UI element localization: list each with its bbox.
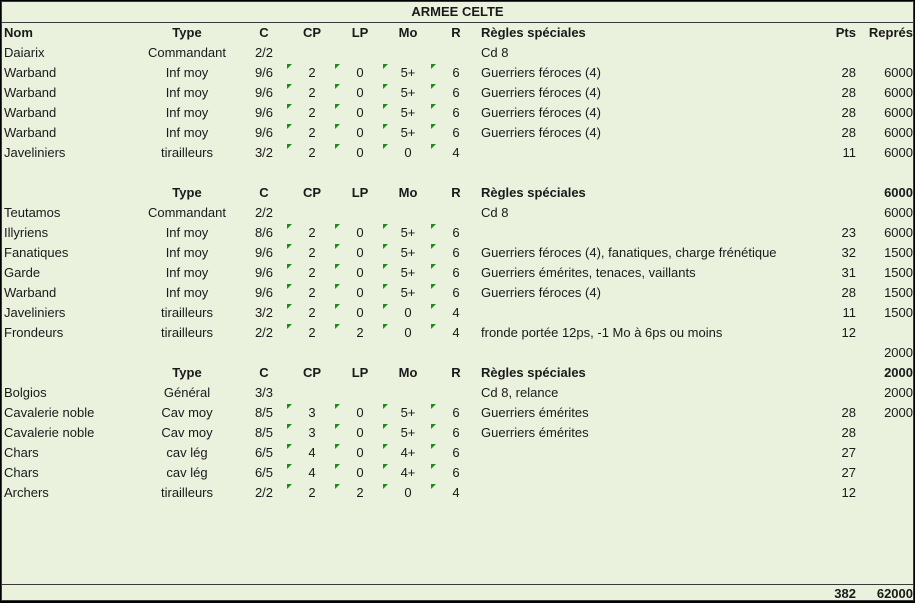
cell-repres[interactable]: 6000 xyxy=(884,105,913,120)
cell-type[interactable]: Inf moy xyxy=(165,225,209,240)
cell-comment-marker-icon xyxy=(335,264,340,269)
cell-type[interactable]: Cav moy xyxy=(161,405,213,420)
header-row xyxy=(2,183,913,203)
cell-nom[interactable]: Cavalerie noble xyxy=(4,425,95,440)
cell-repres[interactable]: 6000 xyxy=(884,125,913,140)
cell-nom[interactable]: Chars xyxy=(4,445,39,460)
cell-lp[interactable]: 0 xyxy=(356,285,364,300)
cell-nom[interactable]: Warband xyxy=(4,105,57,120)
cell-comment-marker-icon xyxy=(287,424,292,429)
cell-repres[interactable]: 6000 xyxy=(884,225,913,240)
cell-r[interactable]: 6 xyxy=(452,465,460,480)
cell-mo[interactable]: 5+ xyxy=(400,285,416,300)
cell-comment-marker-icon xyxy=(431,304,436,309)
cell-comment-marker-icon xyxy=(335,464,340,469)
header-c[interactable]: C xyxy=(259,185,269,200)
cell-c[interactable]: 9/6 xyxy=(254,105,274,120)
cell-r[interactable]: 6 xyxy=(452,85,460,100)
cell-regles[interactable]: Cd 8, relance xyxy=(481,385,559,400)
cell-comment-marker-icon xyxy=(287,304,292,309)
table-row xyxy=(2,403,913,423)
cell-lp[interactable]: 0 xyxy=(356,85,364,100)
cell-repres[interactable]: 1500 xyxy=(884,265,913,280)
cell-comment-marker-icon xyxy=(431,484,436,489)
cell-repres[interactable]: 2000 xyxy=(884,405,913,420)
cell-comment-marker-icon xyxy=(383,64,388,69)
cell-cp[interactable]: 4 xyxy=(308,465,316,480)
cell-c[interactable]: 9/6 xyxy=(254,265,274,280)
cell-comment-marker-icon xyxy=(287,444,292,449)
cell-r[interactable]: 6 xyxy=(452,105,460,120)
table-row xyxy=(2,103,913,123)
cell-lp[interactable]: 0 xyxy=(356,425,364,440)
cell-nom[interactable]: Bolgios xyxy=(4,385,47,400)
cell-cp[interactable]: 2 xyxy=(308,245,316,260)
cell-nom[interactable]: Cavalerie noble xyxy=(4,405,95,420)
header-cp[interactable]: CP xyxy=(302,185,322,200)
cell-comment-marker-icon xyxy=(287,124,292,129)
cell-pts[interactable]: 28 xyxy=(841,85,856,100)
header-regles[interactable]: Règles spéciales xyxy=(481,185,586,200)
total-pts[interactable]: 382 xyxy=(834,586,856,601)
cell-cp[interactable]: 2 xyxy=(308,85,316,100)
cell-lp[interactable]: 0 xyxy=(356,105,364,120)
cell-nom[interactable]: Warband xyxy=(4,125,57,140)
cell-cp[interactable]: 2 xyxy=(308,225,316,240)
cell-cp[interactable]: 2 xyxy=(308,325,316,340)
cell-type[interactable]: Inf moy xyxy=(165,285,209,300)
cell-cp[interactable]: 2 xyxy=(308,285,316,300)
header-row xyxy=(2,363,913,383)
totals-row xyxy=(2,584,913,601)
cell-r[interactable]: 4 xyxy=(452,485,460,500)
cell-cp[interactable]: 2 xyxy=(308,305,316,320)
cell-nom[interactable]: Javeliniers xyxy=(4,305,66,320)
cell-pts[interactable]: 31 xyxy=(841,265,856,280)
cell-type[interactable]: cav lég xyxy=(166,465,208,480)
cell-repres[interactable]: 6000 xyxy=(884,205,913,220)
cell-c[interactable]: 2/2 xyxy=(254,205,274,220)
cell-comment-marker-icon xyxy=(287,244,292,249)
cell-repres[interactable]: 6000 xyxy=(884,85,913,100)
cell-regles[interactable]: Guerriers féroces (4) xyxy=(481,285,601,300)
cell-r[interactable]: 6 xyxy=(452,405,460,420)
cell-comment-marker-icon xyxy=(383,404,388,409)
cell-regles[interactable]: Guerriers féroces (4) xyxy=(481,105,601,120)
blank-row xyxy=(2,163,913,183)
table-row xyxy=(2,463,913,483)
cell-comment-marker-icon xyxy=(335,244,340,249)
header-type[interactable]: Type xyxy=(172,365,202,380)
cell-nom[interactable]: Teutamos xyxy=(4,205,61,220)
cell-c[interactable]: 6/5 xyxy=(254,465,274,480)
cell-comment-marker-icon xyxy=(431,284,436,289)
cell-comment-marker-icon xyxy=(383,124,388,129)
header-repres[interactable]: 2000 xyxy=(884,365,913,380)
cell-nom[interactable]: Warband xyxy=(4,85,57,100)
cell-mo[interactable]: 5+ xyxy=(400,125,416,140)
cell-type[interactable]: cav lég xyxy=(166,445,208,460)
cell-comment-marker-icon xyxy=(383,464,388,469)
header-mo[interactable]: Mo xyxy=(398,185,418,200)
cell-comment-marker-icon xyxy=(431,64,436,69)
cell-cp[interactable]: 2 xyxy=(308,65,316,80)
cell-lp[interactable]: 0 xyxy=(356,145,364,160)
table-row xyxy=(2,303,913,323)
header-c[interactable]: C xyxy=(259,365,269,380)
cell-repres[interactable]: 1500 xyxy=(884,245,913,260)
cell-comment-marker-icon xyxy=(431,424,436,429)
cell-comment-marker-icon xyxy=(287,464,292,469)
header-row xyxy=(2,23,913,43)
cell-comment-marker-icon xyxy=(287,484,292,489)
table-row xyxy=(2,243,913,263)
cell-type[interactable]: Commandant xyxy=(147,205,227,220)
cell-comment-marker-icon xyxy=(287,324,292,329)
cell-comment-marker-icon xyxy=(287,404,292,409)
cell-comment-marker-icon xyxy=(431,464,436,469)
header-r[interactable]: R xyxy=(451,365,461,380)
cell-c[interactable]: 3/3 xyxy=(254,385,274,400)
cell-comment-marker-icon xyxy=(383,104,388,109)
table-row xyxy=(2,63,913,83)
cell-pts[interactable]: 23 xyxy=(841,225,856,240)
cell-lp[interactable]: 0 xyxy=(356,225,364,240)
cell-nom[interactable]: Javeliniers xyxy=(4,145,66,160)
cell-regles[interactable]: Guerriers émérites xyxy=(481,405,589,420)
cell-pts[interactable]: 12 xyxy=(841,485,856,500)
cell-comment-marker-icon xyxy=(431,224,436,229)
title-row xyxy=(2,2,913,23)
cell-mo[interactable]: 5+ xyxy=(400,85,416,100)
header-cp[interactable]: CP xyxy=(302,25,322,40)
table-row xyxy=(2,83,913,103)
cell-mo[interactable]: 0 xyxy=(404,305,412,320)
cell-comment-marker-icon xyxy=(287,104,292,109)
cell-comment-marker-icon xyxy=(287,84,292,89)
cell-pts[interactable]: 28 xyxy=(841,105,856,120)
cell-comment-marker-icon xyxy=(383,244,388,249)
cell-comment-marker-icon xyxy=(431,84,436,89)
cell-comment-marker-icon xyxy=(287,224,292,229)
table-row xyxy=(2,483,913,503)
cell-regles[interactable]: Guerriers féroces (4) xyxy=(481,85,601,100)
cell-lp[interactable]: 0 xyxy=(356,305,364,320)
cell-regles[interactable]: Guerriers féroces (4) xyxy=(481,125,601,140)
cell-r[interactable]: 6 xyxy=(452,425,460,440)
cell-mo[interactable]: 5+ xyxy=(400,245,416,260)
cell-lp[interactable]: 0 xyxy=(356,245,364,260)
cell-lp[interactable]: 2 xyxy=(356,325,364,340)
cell-nom[interactable]: Warband xyxy=(4,65,57,80)
cell-comment-marker-icon xyxy=(335,424,340,429)
header-pts[interactable]: Pts xyxy=(835,25,856,40)
cell-c[interactable]: 3/2 xyxy=(254,145,274,160)
cell-comment-marker-icon xyxy=(335,64,340,69)
cell-comment-marker-icon xyxy=(335,324,340,329)
table-row xyxy=(2,383,913,403)
cell-c[interactable]: 8/5 xyxy=(254,405,274,420)
cell-lp[interactable]: 0 xyxy=(356,265,364,280)
cell-type[interactable]: Général xyxy=(163,385,211,400)
cell-lp[interactable]: 0 xyxy=(356,445,364,460)
cell-comment-marker-icon xyxy=(335,144,340,149)
cell-mo[interactable]: 5+ xyxy=(400,265,416,280)
cell-type[interactable]: Inf moy xyxy=(165,65,209,80)
table-row xyxy=(2,143,913,163)
cell-cp[interactable]: 2 xyxy=(308,265,316,280)
cell-repres[interactable]: 6000 xyxy=(884,65,913,80)
table-row xyxy=(2,323,913,343)
cell-comment-marker-icon xyxy=(431,244,436,249)
cell-comment-marker-icon xyxy=(383,304,388,309)
cell-comment-marker-icon xyxy=(383,324,388,329)
cell-mo[interactable]: 4+ xyxy=(400,445,416,460)
cell-nom[interactable]: Garde xyxy=(4,265,41,280)
header-lp[interactable]: LP xyxy=(351,365,369,380)
table-row xyxy=(2,423,913,443)
cell-type[interactable]: Inf moy xyxy=(165,105,209,120)
cell-c[interactable]: 2/2 xyxy=(254,485,274,500)
cell-mo[interactable]: 5+ xyxy=(400,65,416,80)
cell-type[interactable]: tirailleurs xyxy=(160,325,213,340)
header-mo[interactable]: Mo xyxy=(398,365,418,380)
header-repres[interactable]: Représ xyxy=(868,25,913,40)
cell-pts[interactable]: 11 xyxy=(842,145,856,160)
header-cp[interactable]: CP xyxy=(302,365,322,380)
cell-mo[interactable]: 0 xyxy=(404,325,412,340)
cell-type[interactable]: Inf moy xyxy=(165,245,209,260)
cell-lp[interactable]: 0 xyxy=(356,125,364,140)
cell-comment-marker-icon xyxy=(431,104,436,109)
cell-c[interactable]: 9/6 xyxy=(254,125,274,140)
header-type[interactable]: Type xyxy=(172,185,202,200)
cell-mo[interactable]: 5+ xyxy=(400,105,416,120)
cell-nom[interactable]: Fanatiques xyxy=(4,245,69,260)
cell-c[interactable]: 2/2 xyxy=(254,325,274,340)
cell-mo[interactable]: 5+ xyxy=(400,405,416,420)
cell-r[interactable]: 4 xyxy=(452,325,460,340)
cell-c[interactable]: 8/5 xyxy=(254,425,274,440)
cell-type[interactable]: Cav moy xyxy=(161,425,213,440)
cell-comment-marker-icon xyxy=(335,404,340,409)
table-row xyxy=(2,343,913,363)
header-r[interactable]: R xyxy=(451,25,461,40)
cell-regles[interactable]: Cd 8 xyxy=(481,45,509,60)
cell-repres[interactable]: 1500 xyxy=(884,305,913,320)
cell-pts[interactable]: 28 xyxy=(841,425,856,440)
cell-comment-marker-icon xyxy=(335,484,340,489)
cell-cp[interactable]: 4 xyxy=(308,445,316,460)
cell-c[interactable]: 2/2 xyxy=(254,45,274,60)
cell-pts[interactable]: 28 xyxy=(841,285,856,300)
header-repres[interactable]: 6000 xyxy=(884,185,913,200)
cell-comment-marker-icon xyxy=(335,124,340,129)
cell-pts[interactable]: 27 xyxy=(841,465,856,480)
cell-comment-marker-icon xyxy=(383,424,388,429)
header-lp[interactable]: LP xyxy=(351,25,369,40)
cell-mo[interactable]: 0 xyxy=(404,485,412,500)
cell-lp[interactable]: 0 xyxy=(356,465,364,480)
cell-pts[interactable]: 12 xyxy=(841,325,856,340)
cell-comment-marker-icon xyxy=(383,444,388,449)
cell-pts[interactable]: 11 xyxy=(842,305,856,320)
cell-comment-marker-icon xyxy=(335,444,340,449)
cell-pts[interactable]: 28 xyxy=(841,405,856,420)
cell-type[interactable]: Inf moy xyxy=(165,265,209,280)
table-row xyxy=(2,263,913,283)
header-lp[interactable]: LP xyxy=(351,185,369,200)
cell-r[interactable]: 4 xyxy=(452,145,460,160)
cell-repres[interactable]: 6000 xyxy=(884,145,913,160)
cell-c[interactable]: 9/6 xyxy=(254,285,274,300)
cell-comment-marker-icon xyxy=(287,284,292,289)
cell-c[interactable]: 9/6 xyxy=(254,65,274,80)
total-repres[interactable]: 62000 xyxy=(876,586,913,601)
cell-type[interactable]: tirailleurs xyxy=(160,485,213,500)
cell-lp[interactable]: 0 xyxy=(356,405,364,420)
cell-mo[interactable]: 0 xyxy=(404,145,412,160)
cell-regles[interactable]: Cd 8 xyxy=(481,205,509,220)
cell-regles[interactable]: Guerriers émérites xyxy=(481,425,589,440)
cell-lp[interactable]: 0 xyxy=(356,65,364,80)
cell-type[interactable]: tirailleurs xyxy=(160,305,213,320)
cell-mo[interactable]: 5+ xyxy=(400,225,416,240)
cell-comment-marker-icon xyxy=(431,144,436,149)
cell-comment-marker-icon xyxy=(431,444,436,449)
cell-comment-marker-icon xyxy=(383,144,388,149)
cell-comment-marker-icon xyxy=(335,304,340,309)
cell-nom[interactable]: Archers xyxy=(4,485,49,500)
cell-comment-marker-icon xyxy=(383,484,388,489)
header-mo[interactable]: Mo xyxy=(398,25,418,40)
cell-c[interactable]: 9/6 xyxy=(254,245,274,260)
cell-r[interactable]: 6 xyxy=(452,285,460,300)
cell-r[interactable]: 6 xyxy=(452,265,460,280)
cell-comment-marker-icon xyxy=(287,144,292,149)
cell-r[interactable]: 6 xyxy=(452,245,460,260)
cell-c[interactable]: 3/2 xyxy=(254,305,274,320)
header-r[interactable]: R xyxy=(451,185,461,200)
header-regles[interactable]: Règles spéciales xyxy=(481,365,586,380)
cell-comment-marker-icon xyxy=(287,264,292,269)
table-row xyxy=(2,283,913,303)
cell-c[interactable]: 8/6 xyxy=(254,225,274,240)
table-row xyxy=(2,203,913,223)
cell-comment-marker-icon xyxy=(431,324,436,329)
cell-type[interactable]: tirailleurs xyxy=(160,145,213,160)
header-c[interactable]: C xyxy=(259,25,269,40)
table-row xyxy=(2,123,913,143)
header-regles[interactable]: Règles spéciales xyxy=(481,25,586,40)
cell-pts[interactable]: 28 xyxy=(841,125,856,140)
cell-cp[interactable]: 3 xyxy=(308,405,316,420)
cell-comment-marker-icon xyxy=(431,264,436,269)
cell-nom[interactable]: Frondeurs xyxy=(4,325,64,340)
cell-r[interactable]: 6 xyxy=(452,445,460,460)
cell-nom[interactable]: Chars xyxy=(4,465,39,480)
cell-regles[interactable]: fronde portée 12ps, -1 Mo à 6ps ou moins xyxy=(481,325,723,340)
cell-c[interactable]: 9/6 xyxy=(254,85,274,100)
cell-pts[interactable]: 28 xyxy=(841,65,856,80)
cell-nom[interactable]: Warband xyxy=(4,285,57,300)
cell-nom[interactable]: Illyriens xyxy=(4,225,49,240)
cell-comment-marker-icon xyxy=(383,284,388,289)
cell-repres[interactable]: 1500 xyxy=(884,285,913,300)
cell-comment-marker-icon xyxy=(383,84,388,89)
cell-type[interactable]: Inf moy xyxy=(165,125,209,140)
cell-c[interactable]: 6/5 xyxy=(254,445,274,460)
cell-cp[interactable]: 2 xyxy=(308,105,316,120)
cell-regles[interactable]: Guerriers émérites, tenaces, vaillants xyxy=(481,265,696,280)
cell-type[interactable]: Commandant xyxy=(147,45,227,60)
cell-r[interactable]: 6 xyxy=(452,125,460,140)
cell-lp[interactable]: 2 xyxy=(356,485,364,500)
cell-comment-marker-icon xyxy=(383,224,388,229)
cell-nom[interactable]: Daiarix xyxy=(4,45,45,60)
cell-pts[interactable]: 32 xyxy=(841,245,856,260)
table-row xyxy=(2,43,913,63)
header-type[interactable]: Type xyxy=(172,25,202,40)
sheet-title[interactable]: ARMEE CELTE xyxy=(411,4,504,19)
table-row xyxy=(2,223,913,243)
cell-comment-marker-icon xyxy=(431,404,436,409)
cell-cp[interactable]: 2 xyxy=(308,125,316,140)
cell-comment-marker-icon xyxy=(335,84,340,89)
header-nom[interactable]: Nom xyxy=(4,25,33,40)
cell-pts[interactable]: 27 xyxy=(841,445,856,460)
cell-regles[interactable]: Guerriers féroces (4) xyxy=(481,65,601,80)
cell-comment-marker-icon xyxy=(383,264,388,269)
cell-comment-marker-icon xyxy=(431,124,436,129)
cell-r[interactable]: 4 xyxy=(452,305,460,320)
cell-repres[interactable]: 2000 xyxy=(884,345,913,360)
cell-comment-marker-icon xyxy=(335,284,340,289)
cell-cp[interactable]: 2 xyxy=(308,485,316,500)
cell-repres[interactable]: 2000 xyxy=(884,385,913,400)
cell-comment-marker-icon xyxy=(335,104,340,109)
cell-cp[interactable]: 2 xyxy=(308,145,316,160)
spreadsheet xyxy=(1,1,914,601)
cell-mo[interactable]: 5+ xyxy=(400,425,416,440)
cell-cp[interactable]: 3 xyxy=(308,425,316,440)
cell-comment-marker-icon xyxy=(335,224,340,229)
cell-r[interactable]: 6 xyxy=(452,225,460,240)
cell-mo[interactable]: 4+ xyxy=(400,465,416,480)
cell-regles[interactable]: Guerriers féroces (4), fanatiques, charge frénétique xyxy=(481,245,777,260)
cell-comment-marker-icon xyxy=(287,64,292,69)
cell-r[interactable]: 6 xyxy=(452,65,460,80)
table-row xyxy=(2,443,913,463)
cell-type[interactable]: Inf moy xyxy=(165,85,209,100)
